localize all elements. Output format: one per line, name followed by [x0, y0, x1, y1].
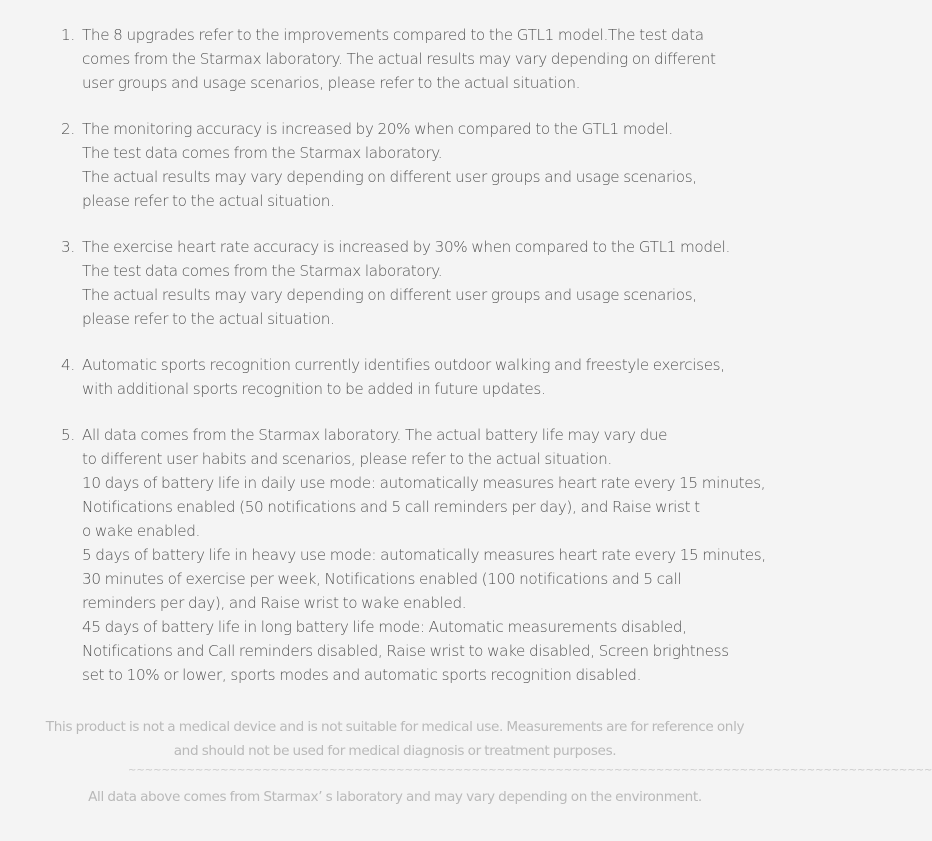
note-line: please refer to the actual situation.: [82, 192, 335, 210]
note-line: reminders per day), and Raise wrist to wake enabled.: [82, 594, 467, 612]
disclaimer-line: and should not be used for medical diagnosis or treatment purposes.: [173, 743, 617, 759]
note-item-2: [0, 117, 790, 213]
note-line: comes from the Starmax laboratory. The actual results may vary depending on different: [82, 50, 716, 68]
note-item-3: [0, 235, 790, 331]
note-line: user groups and usage scenarios, please refer to the actual situation.: [82, 74, 581, 92]
note-item-1: [0, 23, 790, 95]
disclaimer-line: This product is not a medical device and is not suitable for medical use. Measurements are for reference only: [45, 719, 745, 735]
note-line: Automatic sports recognition currently identifies outdoor walking and freestyle exercises,: [82, 356, 725, 374]
tilde-divider: ~~~~~~~~~~~~~~~~~~~~~~~~~~~~~~~~~~~~~~~~~~~~~~~~~~~~~~~~~~~~~~~~~~~~~~~~~~~~~~~~~~~~~~~~~~~~~~~~: [128, 765, 932, 776]
note-line: Notifications enabled (50 notifications and 5 call reminders per day), and Raise wrist t: [82, 498, 700, 516]
note-line: o wake enabled.: [82, 522, 200, 540]
note-line: The test data comes from the Starmax laboratory.: [82, 262, 443, 280]
note-number: 3.: [61, 238, 75, 256]
note-line: with additional sports recognition to be added in future updates.: [82, 380, 546, 398]
note-line: 5 days of battery life in heavy use mode: automatically measures heart rate every 15 minutes,: [82, 546, 766, 564]
note-number: 5.: [61, 426, 75, 444]
note-item-5: [0, 423, 790, 687]
note-number: 1.: [61, 26, 75, 44]
note-line: The monitoring accuracy is increased by 20% when compared to the GTL1 model.: [82, 120, 673, 138]
note-line: 45 days of battery life in long battery life mode: Automatic measurements disabled,: [82, 618, 687, 636]
note-line: The test data comes from the Starmax laboratory.: [82, 144, 443, 162]
note-line: All data comes from the Starmax laboratory. The actual battery life may vary due: [82, 426, 668, 444]
note-item-4: [0, 353, 790, 401]
note-line: 10 days of battery life in daily use mode: automatically measures heart rate every 15 minutes,: [82, 474, 766, 492]
note-line: The actual results may vary depending on different user groups and usage scenarios,: [82, 168, 697, 186]
note-number: 4.: [61, 356, 75, 374]
note-line: Notifications and Call reminders disabled, Raise wrist to wake disabled, Screen brightness: [82, 642, 729, 660]
note-line: to different user habits and scenarios, please refer to the actual situation.: [82, 450, 612, 468]
notes-list: [0, 23, 790, 709]
note-line: The actual results may vary depending on different user groups and usage scenarios,: [82, 286, 697, 304]
note-line: please refer to the actual situation.: [82, 310, 335, 328]
footer-note: All data above comes from Starmax’ s laboratory and may vary depending on the environment.: [88, 789, 702, 805]
note-line: set to 10% or lower, sports modes and automatic sports recognition disabled.: [82, 666, 642, 684]
note-number: 2.: [61, 120, 75, 138]
medical-disclaimer: [0, 715, 790, 763]
note-line: 30 minutes of exercise per week, Notifications enabled (100 notifications and 5 call: [82, 570, 682, 588]
note-line: The exercise heart rate accuracy is increased by 30% when compared to the GTL1 model.: [82, 238, 730, 256]
note-line: The 8 upgrades refer to the improvements compared to the GTL1 model.The test data: [82, 26, 704, 44]
